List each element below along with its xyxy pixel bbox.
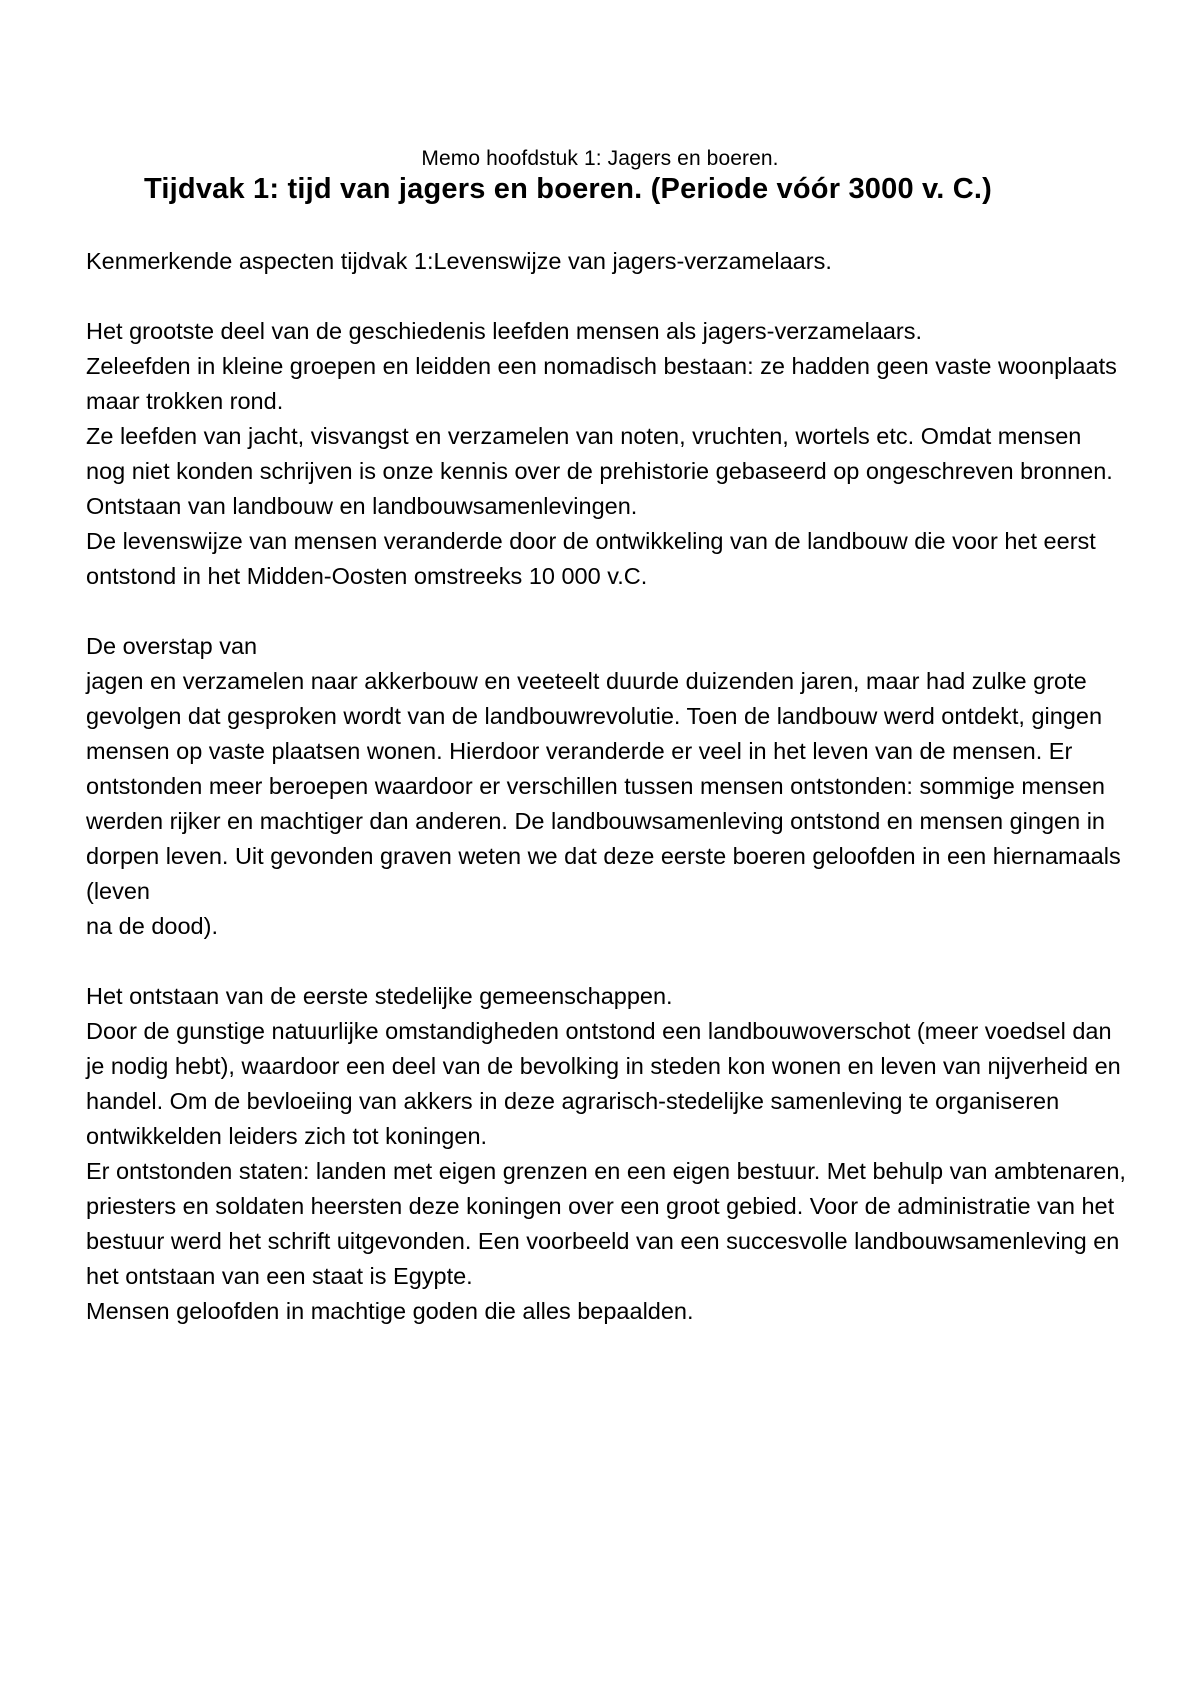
body-paragraph: na de dood).: [86, 913, 218, 939]
body-paragraph: Ontstaan van landbouw en landbouwsamenlevingen.: [86, 493, 638, 519]
body-paragraph: Mensen geloofden in machtige goden die alles bepaalden.: [86, 1298, 694, 1324]
body-paragraph: Ze leefden van jacht, visvangst en verzamelen van noten, vruchten, wortels etc. Omdat mensen nog niet konden schrijven is onze kennis over de prehistorie gebaseerd op ongeschreven bronnen.: [86, 423, 1113, 484]
body-paragraph: Er ontstonden staten: landen met eigen grenzen en een eigen bestuur. Met behulp van ambtenaren, priesters en soldaten heersten deze koningen over een groot gebied. Voor de administratie van het bestuur werd het schrift uitgevonden. Een voorbeeld van een succesvolle landbouwsamenleving en het ontstaan van een staat is Egypte.: [86, 1158, 1126, 1289]
body-paragraph: Het grootste deel van de geschiedenis leefden mensen als jagers-verzamelaars.: [86, 318, 923, 344]
paragraph-spacer: [86, 279, 1126, 314]
body-paragraph: De overstap van: [86, 633, 258, 659]
paragraph-spacer: [86, 594, 1126, 629]
main-heading: Tijdvak 1: tijd van jagers en boeren. (Periode vóór 3000 v. C.): [144, 173, 992, 205]
body-paragraph: Kenmerkende aspecten tijdvak 1:Levenswijze van jagers-verzamelaars.: [86, 248, 832, 274]
body-paragraph: Het ontstaan van de eerste stedelijke gemeenschappen.: [86, 983, 673, 1009]
memo-title: Memo hoofdstuk 1: Jagers en boeren.: [421, 147, 779, 170]
document-body: [86, 244, 1126, 1329]
paragraph-spacer: [86, 944, 1126, 979]
body-paragraph: Zeleefden in kleine groepen en leidden een nomadisch bestaan: ze hadden geen vaste woonplaats maar trokken rond.: [86, 353, 1117, 414]
body-paragraph: De levenswijze van mensen veranderde door de ontwikkeling van de landbouw die voor het eerst ontstond in het Midden-Oosten omstreeks 10 000 v.C.: [86, 528, 1096, 589]
body-paragraph: Door de gunstige natuurlijke omstandigheden ontstond een landbouwoverschot (meer voedsel dan je nodig hebt), waardoor een deel van de bevolking in steden kon wonen en leven van nijverheid en handel. Om de bevloeiing van akkers in deze agrarisch-stedelijke samenleving te organiseren ontwikkelden leiders zich tot koningen.: [86, 1018, 1121, 1149]
body-paragraph: jagen en verzamelen naar akkerbouw en veeteelt duurde duizenden jaren, maar had zulke grote gevolgen dat gesproken wordt van de landbouwrevolutie. Toen de landbouw werd ontdekt, gingen mensen op vaste plaatsen wonen. Hierdoor veranderde er veel in het leven van de mensen. Er ontstonden meer beroepen waardoor er verschillen tussen mensen ontstonden: sommige mensen werden rijker en machtiger dan anderen. De landbouwsamenleving ontstond en mensen gingen in dorpen leven. Uit gevonden graven weten we dat deze eerste boeren geloofden in een hiernamaals (leven: [86, 668, 1121, 904]
